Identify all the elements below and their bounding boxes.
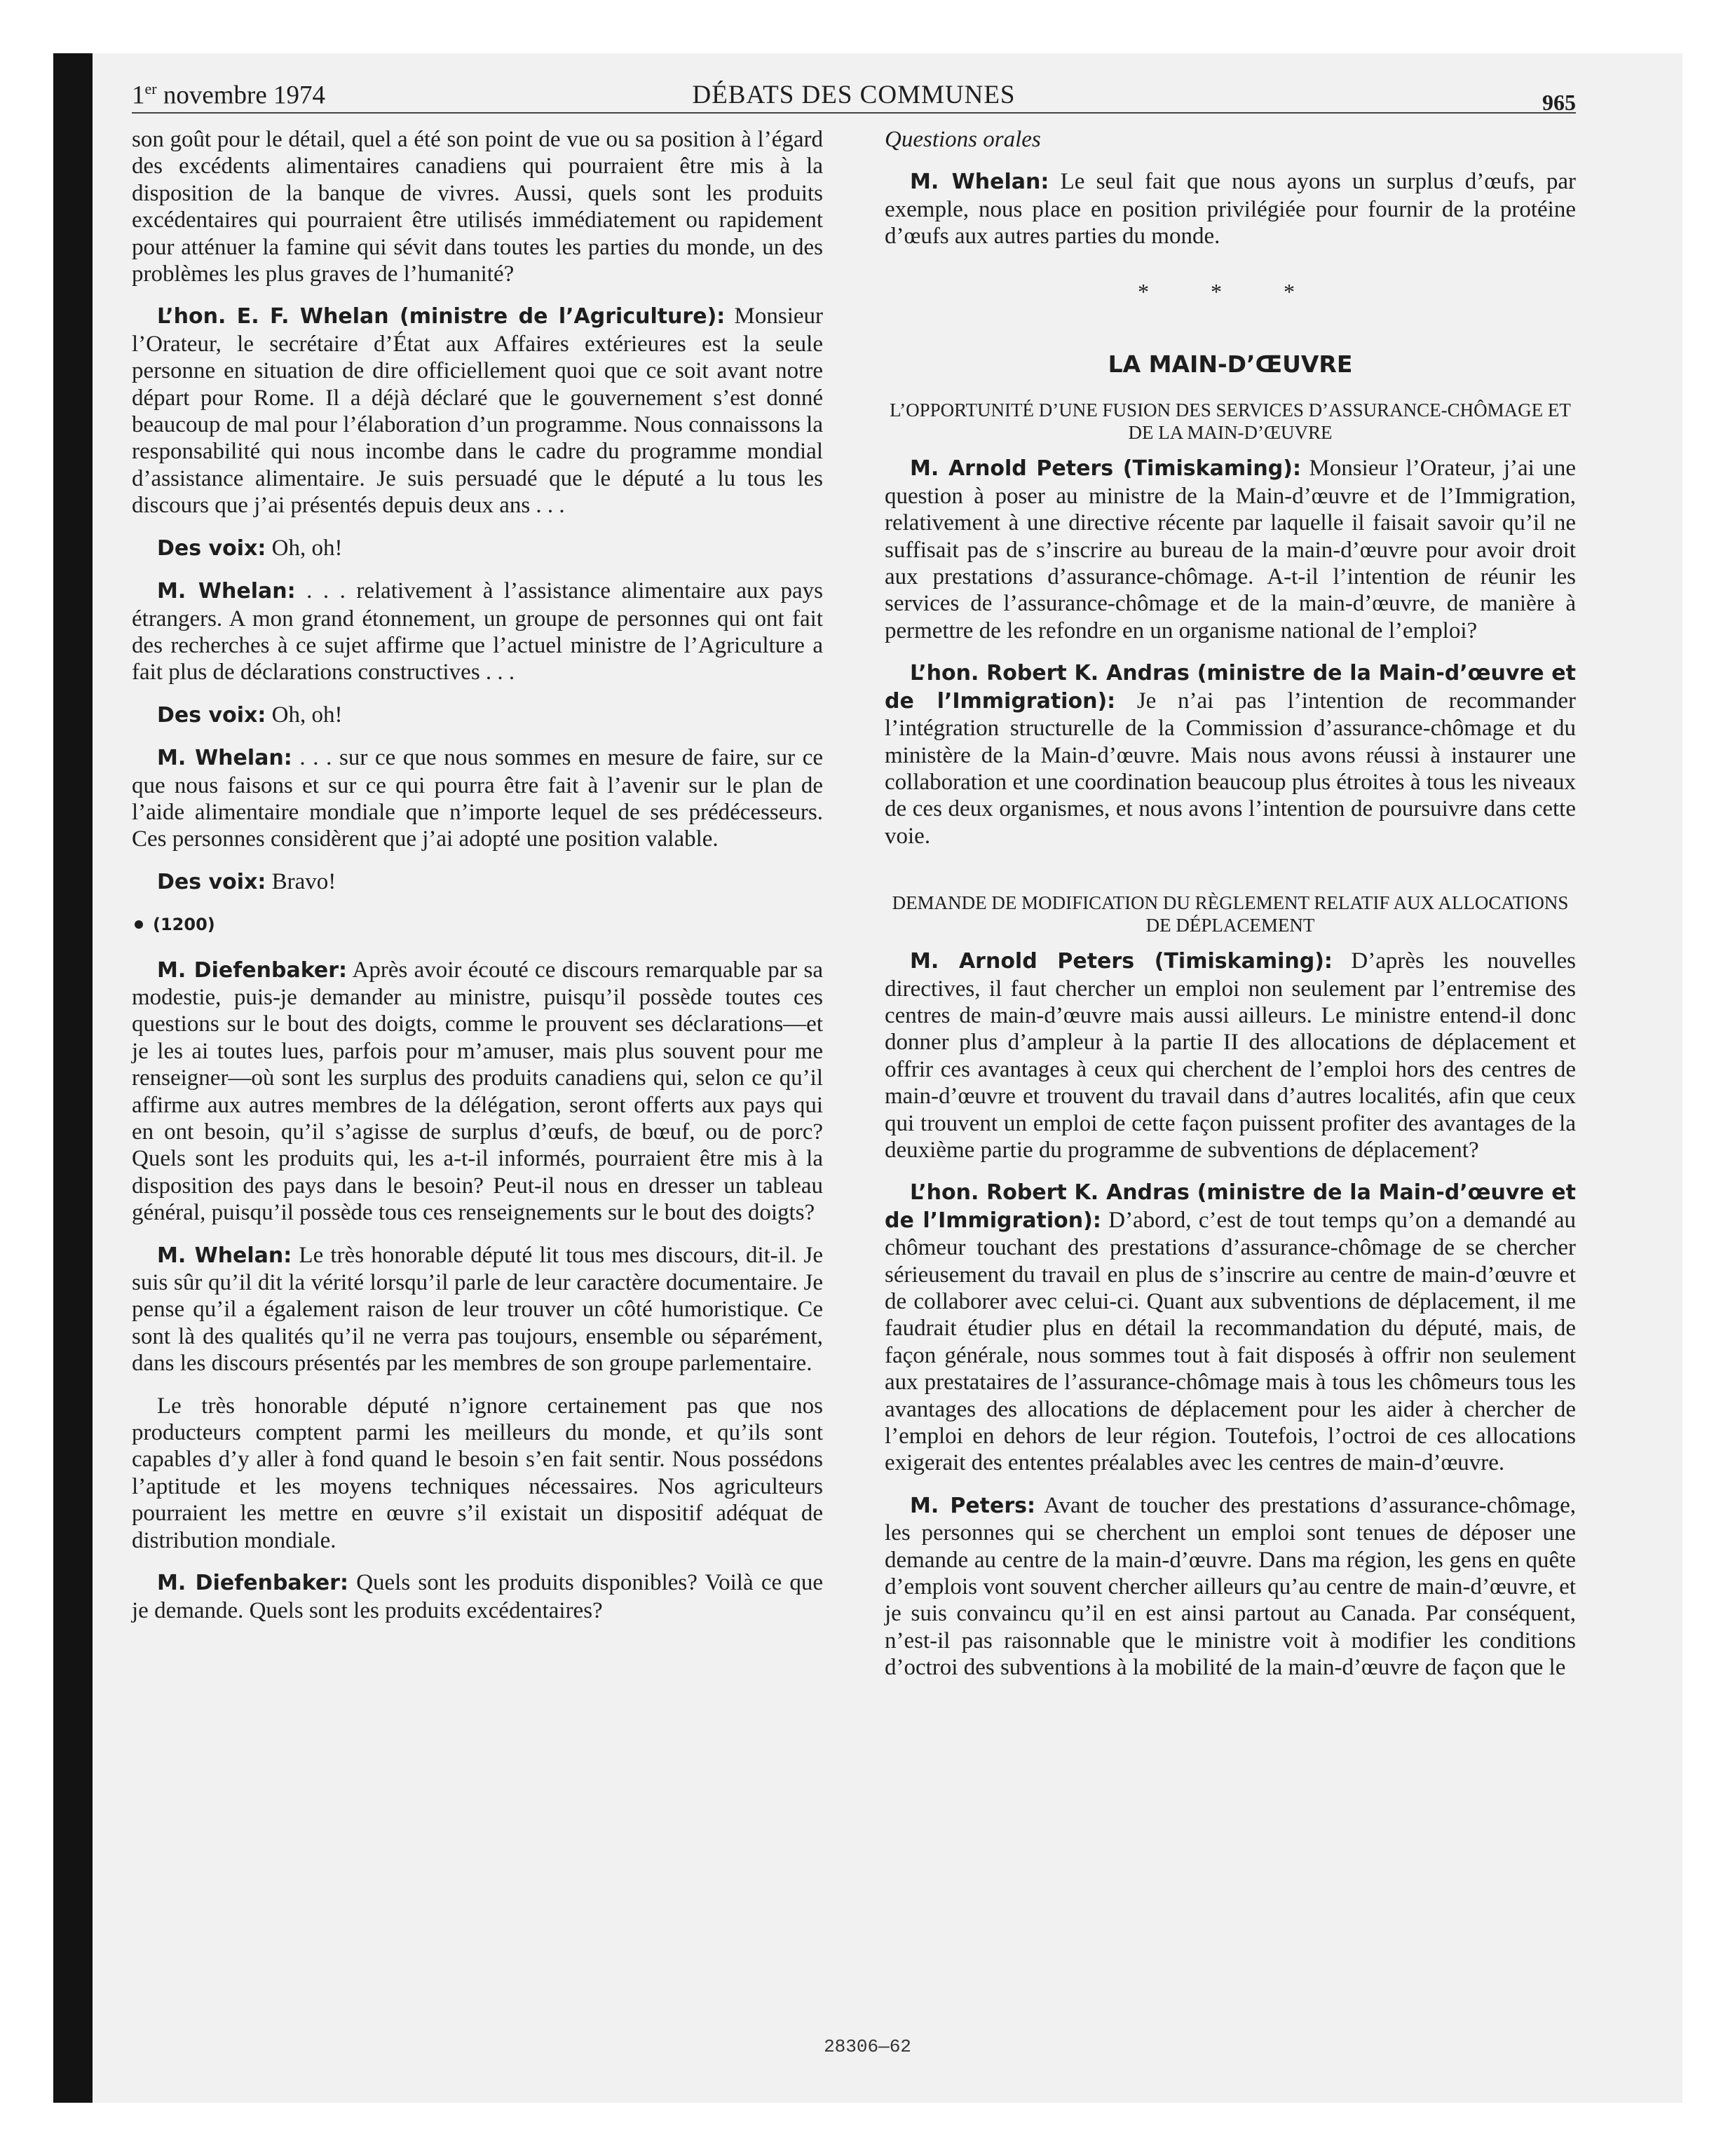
speech-text: Monsieur l’Orateur, le secrétaire d’État aux Affaires extérieures est la seule personne en situation de dire officiellement quoi que ce soit avant notre départ pour Rome. Il a déjà déclaré que le gouvernement s’est donné beaucoup de mal pour l’élaboration d’un programme. Nous connaissons la responsabilité qui nous incombe dans le cadre du programme mondial d’assistance alimentaire. Je suis persuadé que le député a lu tous les discours que j’ai présentés depuis deux ans . . . bbox=[132, 303, 823, 519]
header-rule bbox=[132, 112, 1576, 114]
speaker-name: Des voix: bbox=[157, 869, 266, 894]
section-separator: * * * bbox=[1138, 278, 1323, 304]
speaker-name: L’hon. Robert K. Andras (ministre de la Main-d’œuvre et de l’Immigration): bbox=[885, 1180, 1576, 1233]
subheading: L’OPPORTUNITÉ D’UNE FUSION DES SERVICES D’ASSURANCE-CHÔMAGE ET DE LA MAIN-D’ŒUVRE bbox=[890, 400, 1571, 444]
speech-text: Monsieur l’Orateur, j’ai une question à poser au ministre de la Main-d’œuvre et de l’Immigration, relativement à une directive récente par laquelle il faisait savoir qu’il ne suffisait pas de s’inscrire au bureau de la main-d’œuvre pour avoir droit aux prestations d’assurance-chômage. A-t-il l’intention de réunir les services de l’assurance-chômage et de la main-d’œuvre, de manière à permettre de les refondre en un organisme national de l’emploi? bbox=[885, 456, 1577, 643]
speech-text: D’après les nouvelles directives, il faut chercher un emploi non seulement par l’entremise des centres de main-d’œuvre mais aussi ailleurs. Le ministre entend-il donc donner plus d’ampleur à la partie II des allocations de déplacement et offrir ces avantages à ceux qui cherchent de l’emploi hors des centres de main-d’œuvre et trouvent du travail dans d’autres localités, afin que ceux qui trouvent un emploi de cette façon puissent profiter des avantages de la deuxième partie du programme de subventions de déplacement? bbox=[885, 948, 1576, 1163]
paragraph bbox=[132, 535, 823, 562]
speaker-name: M. Arnold Peters (Timiskaming): bbox=[910, 949, 1333, 974]
speech-text: . . . sur ce que nous sommes en mesure de faire, sur ce que nous faisons et sur ce qui pourra être fait à l’avenir sur le plan de l’aide alimentaire mondiale que n’importe lequel de ses prédécesseurs. Ces personnes considèrent que j’ai adopté une position valable. bbox=[132, 745, 824, 852]
speech-text: Je n’ai pas l’intention de recommander l’intégration structurelle de la Commission d’assurance-chômage et du ministère de la Main-d’œuvre. Mais nous avons réussi à instaurer une collaboration et une coordination beaucoup plus étroites à tous les niveaux de ces deux organismes, et nous avons l’intention de poursuivre dans cette voie. bbox=[885, 688, 1576, 849]
speaker-name: Des voix: bbox=[157, 702, 266, 728]
paragraph: Le très honorable député n’ignore certainement pas que nos producteurs comptent parmi les meilleurs du monde, et qu’ils sont capables d’y aller à fond quand le besoin s’en fait sentir. Nous possédons l’aptitude et les moyens techniques nécessaires. Nos agriculteurs pourraient les mettre en œuvre s’il existait un dispositif adéquat de distribution mondiale. bbox=[132, 1393, 823, 1553]
speech-text: Quels sont les produits disponibles? Voilà ce que je demande. Quels sont les produits excédentaires? bbox=[132, 1570, 823, 1623]
speaker-name: M. Peters: bbox=[910, 1493, 1036, 1518]
speech-text: Le seul fait que nous ayons un surplus d’œufs, par exemple, nous place en position privilégiée pour fournir de la protéine d’œufs aux autres parties du monde. bbox=[885, 169, 1576, 250]
speech-text: Après avoir écouté ce discours remarquable par sa modestie, puis-je demander au ministre, puisqu’il possède toutes ces questions sur le bout des doigts, comme le prouvent ses déclarations—et je les ai toutes lues, parfois pour m’amuser, mais plus souvent pour me renseigner—où sont les surplus des produits canadiens qui, selon ce qu’il affirme aux autres membres de la délégation, seront offerts aux pays qui en ont besoin, qu’il s’agisse de surplus d’œufs, de bœuf, ou de porc? Quels sont les produits qui, les a-t-il informés, pourraient être mis à la disposition des pays dans le besoin? Peut-il nous en dresser un tableau général, puisqu’il possède tous ces renseignements sur le bout des doigts? bbox=[132, 957, 823, 1226]
speech-text: D’abord, c’est de tout temps qu’on a demandé au chômeur touchant des prestations d’assurance-chômage de se chercher sérieusement du travail en plus de s’inscrire au centre de main-d’œuvre et de collaborer avec celui-ci. Quant aux subventions de déplacement, il me faudrait étudier plus en détail la recommandation du député, mais, de façon générale, nous sommes tout à fait disposés à offrir non seulement aux prestataires de l’assurance-chômage mais à tous les chômeurs tous les avantages des allocations de déplacement pour les aider à chercher de l’emploi en dehors de leur région. Toutefois, l’octroi de ces allocations exigerait des ententes préalables avec les centres de main-d’œuvre. bbox=[885, 1207, 1576, 1476]
bullet-icon bbox=[135, 920, 143, 929]
date-ordinal: er bbox=[144, 80, 157, 97]
speaker-name: M. Whelan: bbox=[157, 579, 296, 604]
speaker-name: M. Diefenbaker: bbox=[157, 957, 348, 983]
speaker-name: L’hon. E. F. Whelan (ministre de l’Agriculture): bbox=[157, 304, 726, 329]
paragraph bbox=[885, 948, 1576, 1164]
paragraph bbox=[885, 1492, 1576, 1681]
paragraph: son goût pour le détail, quel a été son point de vue ou sa position à l’égard des excédents alimentaires canadiens qui pourraient être mis à la disposition de la banque de vivres. Aussi, quels sont les produits excédentaires qui pourraient être utilisés immédiatement ou rapidement pour atténuer la famine qui sévit dans toutes les parties du monde, un des problèmes les plus graves de l’humanité? bbox=[132, 127, 823, 287]
paragraph bbox=[132, 578, 823, 686]
paragraph bbox=[132, 744, 823, 853]
header-title: DÉBATS DES COMMUNES bbox=[692, 81, 1016, 109]
paragraph bbox=[885, 168, 1576, 250]
page-number: 965 bbox=[1542, 90, 1576, 115]
paragraph bbox=[132, 1569, 823, 1624]
paragraph bbox=[132, 868, 823, 896]
speech-text: Oh, oh! bbox=[266, 535, 343, 561]
speaker-name: M. Whelan: bbox=[910, 170, 1049, 195]
paragraph bbox=[132, 303, 823, 519]
left-column bbox=[132, 126, 823, 1639]
paragraph bbox=[132, 1242, 823, 1377]
paragraph bbox=[132, 957, 823, 1227]
speaker-name: M. Arnold Peters (Timiskaming): bbox=[910, 456, 1301, 482]
speaker-name: M. Diefenbaker: bbox=[157, 1571, 348, 1596]
paragraph bbox=[885, 660, 1576, 850]
speech-text: Bravo! bbox=[266, 868, 336, 894]
speech-text: Oh, oh! bbox=[266, 702, 343, 728]
right-column bbox=[885, 126, 1576, 1697]
time-marker bbox=[132, 911, 823, 938]
paragraph bbox=[885, 455, 1576, 644]
speech-text: . . . relativement à l’assistance alimentaire aux pays étrangers. A mon grand étonnement, un groupe de personnes qui ont fait des recherches à ce sujet affirme que l’actuel ministre de l’Agriculture a fait plus de déclarations constructives . . . bbox=[132, 578, 824, 685]
subheading: DEMANDE DE MODIFICATION DU RÈGLEMENT RELATIF AUX ALLOCATIONS DE DÉPLACEMENT bbox=[892, 892, 1569, 936]
time-label: (1200) bbox=[153, 915, 215, 935]
binding-edge bbox=[53, 53, 93, 2103]
paragraph bbox=[132, 702, 823, 729]
paragraph bbox=[885, 1179, 1576, 1476]
section-heading: LA MAIN-D’ŒUVRE bbox=[1108, 350, 1353, 378]
speech-text: Avant de toucher des prestations d’assurance-chômage, les personnes qui se cherchent un emploi sont tenues de déposer une demande au centre de la main-d’œuvre. Dans ma région, les gens en quête d’emplois vont souvent chercher ailleurs qu’au centre de main-d’œuvre, et je suis convaincu qu’il en est ainsi partout au Canada. Par conséquent, n’est-il pas raisonnable que le ministre voit à modifier les conditions d’octroi des subventions à la mobilité de la main-d’œuvre de façon que le bbox=[885, 1492, 1576, 1681]
speaker-name: Des voix: bbox=[157, 535, 266, 561]
speech-text: Le très honorable député lit tous mes discours, dit-il. Je suis sûr qu’il dit la vérité lorsqu’il parle de leur caractère documentaire. Je pense qu’il a également raison de leur trouver un côté humoristique. Ce sont là des qualités qu’il ne verra pas toujours, ensemble ou séparément, dans les discours présentés par les membres de son groupe parlementaire. bbox=[132, 1242, 823, 1377]
section-rubric: Questions orales bbox=[885, 127, 1041, 152]
speaker-name: M. Whelan: bbox=[157, 1243, 292, 1268]
running-header bbox=[132, 74, 1576, 116]
speaker-name: L’hon. Robert K. Andras (ministre de la Main-d’œuvre et de l’Immigration): bbox=[885, 661, 1576, 714]
printer-code: 28306—62 bbox=[824, 2036, 911, 2057]
date-month-year: novembre 1974 bbox=[156, 81, 326, 110]
speaker-name: M. Whelan: bbox=[157, 746, 292, 771]
date-day: 1 bbox=[132, 81, 145, 110]
